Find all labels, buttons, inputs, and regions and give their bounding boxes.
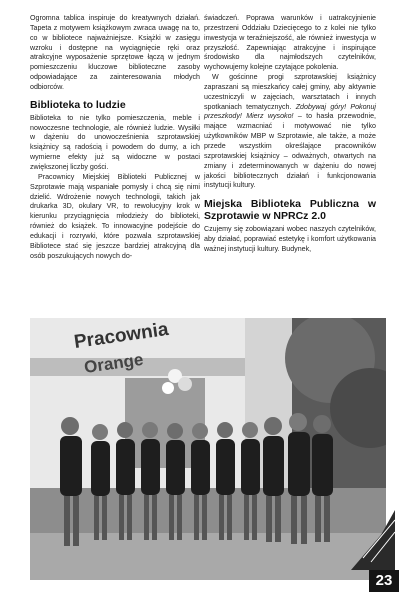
paragraph-text: – to hasła przewodnie, mające wzmacniać i motywować nie tylko użytkowników MBP w Szprotawie, ale także, a może przede wszystkim określające pracowników szprotawskiej książnicy – odważnych, otwartych na zmiany i zdeterminowanych w dążeniu do nowej jakości bibliotecznych działań i funkcjonowania instytucji kultury. <box>204 112 376 190</box>
page-number: 23 <box>369 570 399 592</box>
section-heading: Miejska Biblioteka Publiczna w Szprotawie w NPRCz 2.0 <box>204 198 376 223</box>
slogan: Zdobywaj góry! Pokonuj przeszkody! Mierz wysoko! <box>204 102 376 121</box>
paragraph-text: W gościnne progi szprotawskiej książnicy zapraszani są mieszkańcy całej gminy, aby aktywnie uczestniczyli w zajęciach, warsztatach i innych spotkaniach tematycznych. <box>204 73 376 111</box>
decorative-corner-graphic <box>351 510 395 570</box>
paragraph: świadczeń. Poprawa warunków i uatrakcyjnienie przestrzeni Oddziału Dziecięcego to z kolei nie tylko inwestycja w teraźniejszość, ale również inwestycja w przyszłość. Zapewniając atrakcyjne i inspirujące środowisko dla najmłodszych czytelników, wychowujemy kolejne czytające pokolenia. <box>204 14 376 72</box>
right-column <box>204 14 376 255</box>
section-heading: Biblioteka to ludzie <box>30 98 126 111</box>
paragraph <box>204 73 376 191</box>
sign-text: Pracownia <box>72 318 170 353</box>
left-column <box>30 14 200 261</box>
pavement <box>30 533 386 580</box>
sign-text: Orange <box>82 349 145 377</box>
paragraph: Ogromna tablica inspiruje do kreatywnych działań. Tapeta z motywem książkowym zwraca uwagę na to, co w bibliotece najważniejsze. Książki w zasięgu wzroku i dostępne na wyciągnięcie ręki oraz atrakcyjne wyposażenie sprzętowe łączą w jednym pomieszczeniu kluczowe biblioteczne zasoby odpowiadające za zainteresowania młodych odbiorców. <box>30 14 200 91</box>
paragraph: Pracownicy Miejskiej Biblioteki Publicznej w Szprotawie mają wspaniałe pomysły i chcą się nimi dzielić. Wdrożenie nowych technologii, takich jak drukarka 3D, okulary VR, to rewolucyjny krok w kierunku przyciągnięcia młodzieży do biblioteki, również do książek. To innowacyjne podejście do edukacji i rozrywki, które pozwala szprotawskiej Bibliotece stać się jeszcze bardziej atrakcyjną dla osób poszukujących nowych do- <box>30 172 200 260</box>
team-photo <box>30 318 386 580</box>
paragraph: Czujemy się zobowiązani wobec naszych czytelników, aby działać, poprawiać estetykę i komfort użytkowania ważnej instytucji kultury. Budynek, <box>204 225 376 253</box>
paragraph: Biblioteka to nie tylko pomieszczenia, meble i nowoczesne technologie, ale również ludzie. Wysiłki w dążeniu do unowocześnienia szprotawskiej książnicy są radością i powodem do dumy, a ich wymierne efekty już są widoczne w postaci zwiększonej liczby gości. <box>30 113 200 171</box>
